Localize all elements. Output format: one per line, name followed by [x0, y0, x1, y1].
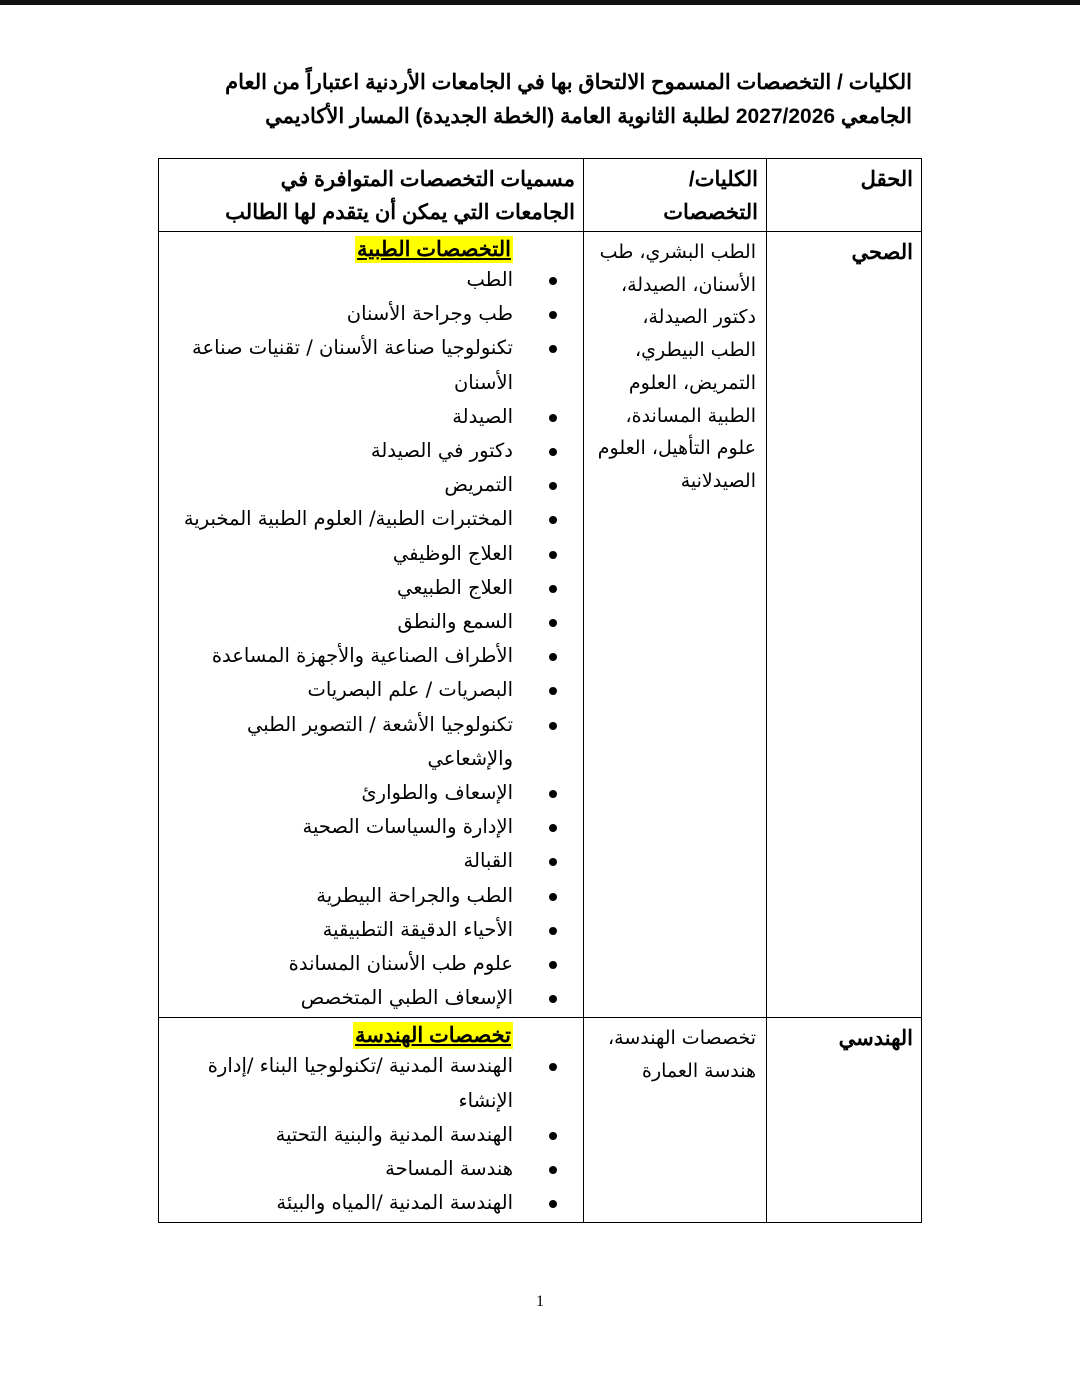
list-item: الهندسة المدنية /المياه والبيئة — [167, 1186, 575, 1220]
list-item: الطب والجراحة البيطرية — [167, 879, 575, 913]
list-item: الإسعاف والطوارئ — [167, 776, 575, 810]
list-item: الصيدلة — [167, 400, 575, 434]
list-item: العلاج الطبيعي — [167, 571, 575, 605]
list-item: الإدارة والسياسات الصحية — [167, 810, 575, 844]
title-line-2: الجامعي 2027/2026 لطلبة الثانوية العامة (الخطة الجديدة) المسار الأكاديمي — [265, 105, 912, 128]
table-header-row — [159, 159, 922, 232]
list-item: تكنولوجيا الأشعة / التصوير الطبي والإشعاعي — [167, 708, 575, 776]
table-row-health — [159, 232, 922, 1018]
list-item: الإسعاف الطبي المتخصص — [167, 981, 575, 1015]
specializations-list — [167, 1049, 575, 1220]
list-item: علوم طب الأسنان المساندة — [167, 947, 575, 981]
section-title: تخصصات الهندسة — [355, 1024, 511, 1048]
specializations-cell — [159, 232, 584, 1018]
specializations-list — [167, 263, 575, 1015]
table-row-engineering — [159, 1018, 922, 1223]
list-item: البصريات / علم البصريات — [167, 673, 575, 707]
list-item: الأطراف الصناعية والأجهزة المساعدة — [167, 639, 575, 673]
specializations-table — [158, 158, 922, 1223]
list-item: التمريض — [167, 468, 575, 502]
colleges-cell: الطب البشري، طب الأسنان، الصيدلة، دكتور الصيدلة، الطب البيطري، التمريض، العلوم الطبية المساندة، علوم التأهيل، العلوم الصيدلانية — [584, 232, 767, 1018]
list-item: الهندسة المدنية والبنية التحتية — [167, 1118, 575, 1152]
header-specializations: مسميات التخصصات المتوافرة في الجامعات التي يمكن أن يتقدم لها الطالب — [159, 159, 584, 232]
list-item: هندسة المساحة — [167, 1152, 575, 1186]
header-field: الحقل — [767, 159, 922, 232]
list-item: الهندسة المدنية /تكنولوجيا البناء /إدارة الإنشاء — [167, 1049, 575, 1117]
list-item: السمع والنطق — [167, 605, 575, 639]
list-item: القبالة — [167, 844, 575, 878]
header-colleges: الكليات/ التخصصات — [584, 159, 767, 232]
section-title: التخصصات الطبية — [357, 238, 511, 261]
list-item: الأحياء الدقيقة التطبيقية — [167, 913, 575, 947]
specializations-cell — [159, 1018, 584, 1223]
field-cell: الصحي — [767, 232, 922, 1018]
list-item: العلاج الوظيفي — [167, 537, 575, 571]
list-item: طب وجراحة الأسنان — [167, 297, 575, 331]
list-item: الطب — [167, 263, 575, 297]
field-cell: الهندسي — [767, 1018, 922, 1223]
top-border — [0, 0, 1080, 5]
colleges-cell: تخصصات الهندسة، هندسة العمارة — [584, 1018, 767, 1223]
title-line-1: الكليات / التخصصات المسموح الالتحاق بها في الجامعات الأردنية اعتباراً من العام — [225, 71, 912, 94]
document-title — [150, 66, 912, 134]
list-item: المختبرات الطبية/ العلوم الطبية المخبرية — [167, 502, 575, 536]
list-item: دكتور في الصيدلة — [167, 434, 575, 468]
list-item: تكنولوجيا صناعة الأسنان / تقنيات صناعة الأسنان — [167, 331, 575, 399]
page-number: 1 — [536, 1293, 544, 1310]
